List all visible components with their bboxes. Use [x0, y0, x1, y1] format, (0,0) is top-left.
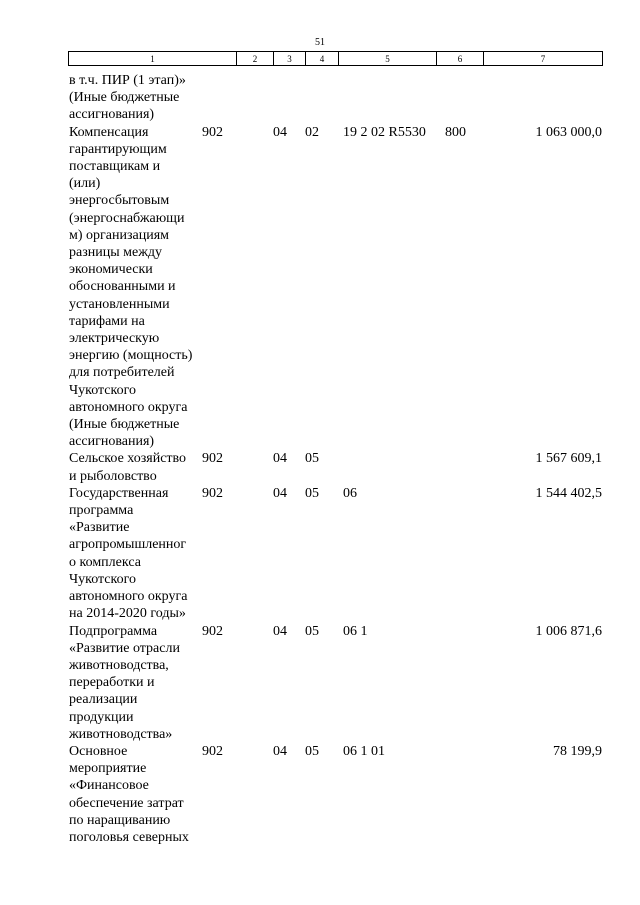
item-name	[69, 72, 204, 124]
item-name-line: энергию (мощность)	[69, 348, 193, 364]
item-name-line: Государственная	[69, 485, 169, 501]
table-row	[0, 623, 640, 743]
subsection-code: 05	[305, 485, 319, 501]
target-article-code: 19 2 02 R5530	[343, 124, 426, 140]
item-name-line: (Иные бюджетные	[69, 90, 180, 106]
item-name-line: обеспечение затрат	[69, 795, 184, 811]
section-code: 04	[273, 485, 287, 501]
item-name-line: ассигнования)	[69, 107, 155, 123]
budget-table-body	[0, 72, 640, 846]
column-header-2: 2	[237, 52, 274, 66]
item-name-line: «Развитие	[69, 520, 130, 536]
item-name-line: гарантирующим	[69, 141, 167, 157]
item-name-line: автономного округа	[69, 589, 188, 605]
item-name-line: Чукотского	[69, 382, 136, 398]
ministry-code: 902	[202, 124, 223, 140]
column-header-3: 3	[274, 52, 306, 66]
item-name-line: ассигнования)	[69, 434, 155, 450]
ministry-code: 902	[202, 451, 223, 467]
item-name-line: реализации	[69, 692, 138, 708]
item-name-line: Сельское хозяйство	[69, 451, 187, 467]
item-name-line: продукции	[69, 709, 134, 725]
column-header-5: 5	[339, 52, 437, 66]
section-code: 04	[273, 623, 287, 639]
table-row	[0, 485, 640, 623]
item-name-line: экономически	[69, 262, 153, 278]
item-name-line: м) организациям	[69, 227, 169, 243]
item-name-line: установленными	[69, 296, 170, 312]
item-name-line: Основное	[69, 743, 128, 759]
section-code: 04	[273, 451, 287, 467]
item-name-line: Чукотского	[69, 571, 136, 587]
item-name	[69, 623, 204, 743]
amount: 1 544 402,5	[535, 485, 602, 501]
item-name-line: в т.ч. ПИР (1 этап)»	[69, 73, 186, 88]
item-name-line: разницы между	[69, 245, 162, 261]
subsection-code: 05	[305, 623, 319, 639]
item-name-line: электрическую	[69, 331, 160, 347]
item-name-line: «Финансовое	[69, 778, 149, 794]
page-number: 51	[315, 37, 325, 48]
item-name-line: (Иные бюджетные	[69, 417, 180, 433]
ministry-code: 902	[202, 485, 223, 501]
section-code: 04	[273, 124, 287, 140]
subsection-code: 05	[305, 451, 319, 467]
target-article-code: 06 1 01	[343, 743, 385, 759]
item-name-line: обоснованными и	[69, 279, 176, 295]
item-name	[69, 124, 204, 451]
subsection-code: 05	[305, 743, 319, 759]
item-name-line: по наращиванию	[69, 812, 171, 828]
item-name	[69, 485, 204, 623]
item-name-line: программа	[69, 503, 134, 519]
item-name-line: Компенсация	[69, 124, 149, 140]
section-code: 04	[273, 743, 287, 759]
item-name	[69, 450, 204, 484]
item-name-line: поставщикам и	[69, 159, 161, 175]
expense-type-code: 800	[445, 124, 466, 140]
item-name-line: на 2014-2020 годы»	[69, 606, 186, 622]
item-name-line: (или)	[69, 176, 101, 192]
item-name-line: тарифами на	[69, 313, 145, 329]
column-header-row	[69, 52, 603, 66]
target-article-code: 06	[343, 485, 357, 501]
column-header-4: 4	[306, 52, 339, 66]
item-name-line: агропромышленног	[69, 537, 187, 553]
item-name-line: автономного округа	[69, 399, 188, 415]
table-row	[0, 450, 640, 484]
item-name-line: для потребителей	[69, 365, 175, 381]
item-name-line: переработки и	[69, 675, 155, 691]
amount: 1 063 000,0	[535, 124, 602, 140]
subsection-code: 02	[305, 124, 319, 140]
item-name-line: «Развитие отрасли	[69, 640, 180, 656]
table-row	[0, 124, 640, 451]
column-header-7: 7	[484, 52, 603, 66]
column-header-1: 1	[69, 52, 237, 66]
item-name-line: энергосбытовым	[69, 193, 170, 209]
item-name-line: животноводства,	[69, 657, 169, 673]
table-row	[0, 743, 640, 846]
item-name	[69, 743, 204, 846]
item-name-line: и рыболовство	[69, 468, 157, 484]
ministry-code: 902	[202, 743, 223, 759]
column-header-6: 6	[437, 52, 484, 66]
item-name-line: (энергоснабжающи	[69, 210, 185, 226]
column-header-table	[68, 51, 603, 66]
table-row	[0, 72, 640, 124]
amount: 1 567 609,1	[535, 451, 602, 467]
item-name-line: мероприятие	[69, 761, 147, 777]
item-name-line: о комплекса	[69, 554, 141, 570]
amount: 1 006 871,6	[535, 623, 602, 639]
ministry-code: 902	[202, 623, 223, 639]
amount: 78 199,9	[553, 743, 602, 759]
target-article-code: 06 1	[343, 623, 368, 639]
item-name-line: Подпрограмма	[69, 623, 158, 639]
item-name-line: поголовья северных	[69, 829, 189, 845]
item-name-line: животноводства»	[69, 726, 173, 742]
